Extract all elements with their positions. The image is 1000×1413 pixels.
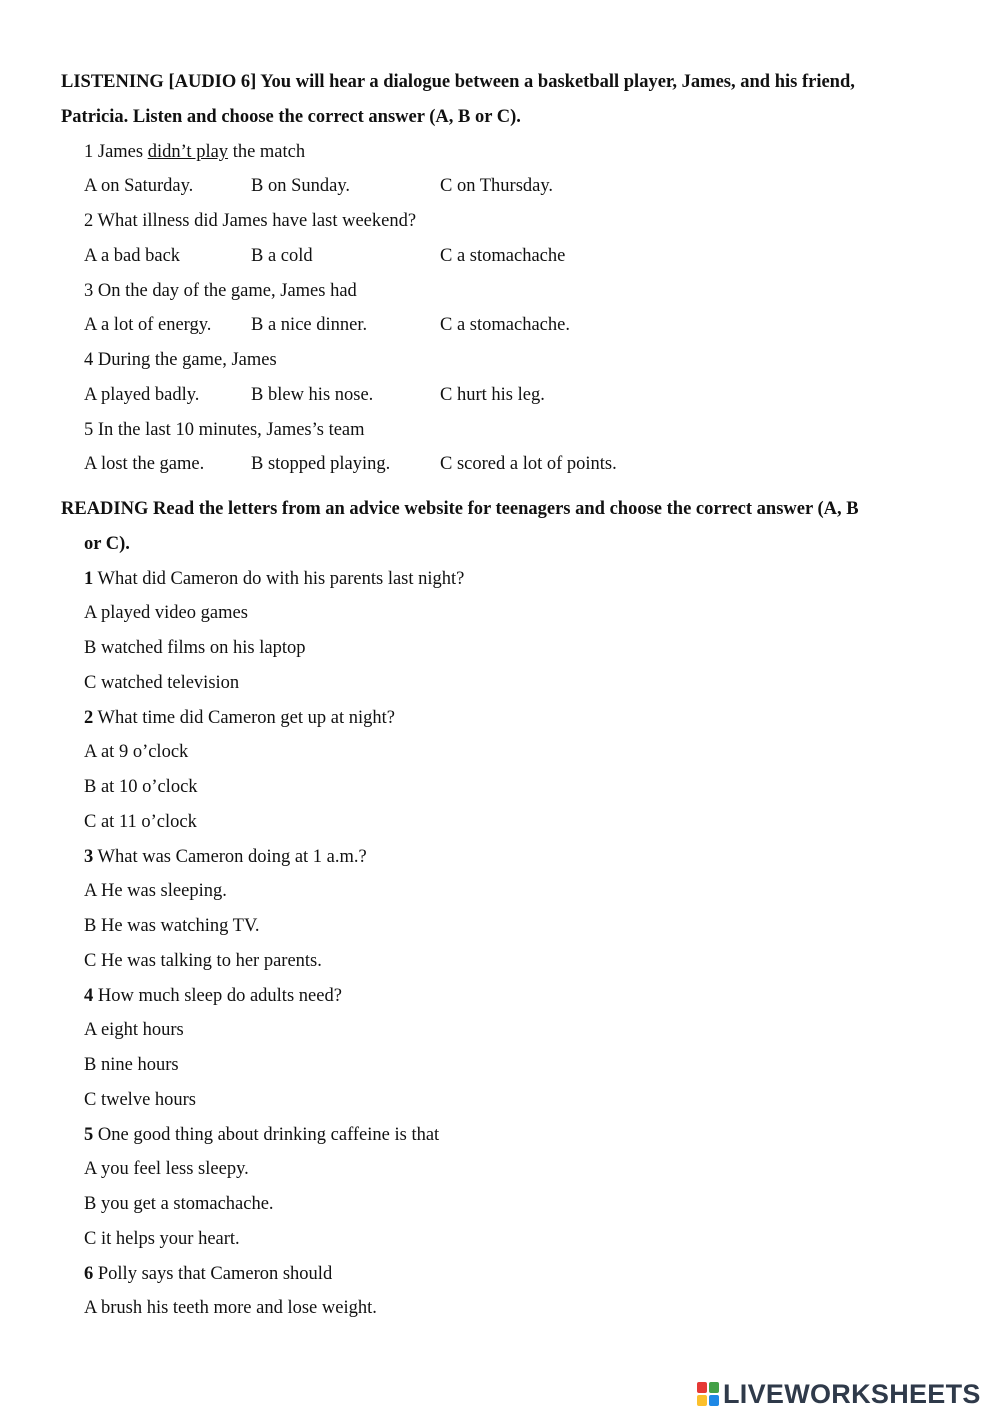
listening-heading-line2: Patricia. Listen and choose the correct answer (A, B or C). — [61, 107, 521, 127]
reading-q2-option-a[interactable]: A at 9 o’clock — [84, 742, 189, 762]
question-number: 6 — [84, 1264, 94, 1284]
reading-heading-line1: READING Read the letters from an advice website for teenagers and choose the correct answer (A, B — [61, 499, 859, 519]
listening-question-5: 5 In the last 10 minutes, James’s team — [84, 420, 365, 440]
reading-question-3 — [84, 845, 367, 869]
reading-q5-option-c[interactable]: C it helps your heart. — [84, 1229, 240, 1249]
question-number: 2 — [84, 708, 94, 728]
listening-question-2: 2 What illness did James have last weekend? — [84, 211, 417, 231]
reading-question-6 — [84, 1262, 332, 1286]
reading-q3-option-a[interactable]: A He was sleeping. — [84, 881, 227, 901]
reading-q3-option-b[interactable]: B He was watching TV. — [84, 916, 260, 936]
question-text: What was Cameron doing at 1 a.m.? — [93, 847, 367, 867]
question-number: 1 — [84, 142, 94, 162]
liveworksheets-logo — [696, 1377, 981, 1411]
listening-q5-option-a[interactable]: A lost the game. — [84, 454, 205, 474]
reading-q6-option-a[interactable]: A brush his teeth more and lose weight. — [84, 1298, 377, 1318]
reading-question-4 — [84, 984, 342, 1008]
listening-question-4: 4 During the game, James — [84, 350, 277, 370]
reading-q3-option-c[interactable]: C He was talking to her parents. — [84, 951, 322, 971]
listening-q3-option-b[interactable]: B a nice dinner. — [251, 315, 368, 335]
listening-q2-option-a[interactable]: A a bad back — [84, 246, 181, 266]
question-text-pre: James — [97, 142, 148, 162]
listening-q3-option-a[interactable]: A a lot of energy. — [84, 315, 212, 335]
question-text: What time did Cameron get up at night? — [93, 708, 396, 728]
underlined-phrase: didn’t play — [147, 142, 229, 162]
question-text: One good thing about drinking caffeine is that — [93, 1125, 440, 1145]
reading-q4-option-b[interactable]: B nine hours — [84, 1055, 179, 1075]
listening-heading-line1: LISTENING [AUDIO 6] You will hear a dialogue between a basketball player, James, and his friend, — [61, 72, 855, 92]
listening-q5-option-b[interactable]: B stopped playing. — [251, 454, 391, 474]
reading-q5-option-b[interactable]: B you get a stomachache. — [84, 1194, 274, 1214]
reading-question-2 — [84, 706, 395, 730]
reading-q1-option-a[interactable]: A played video games — [84, 603, 248, 623]
listening-q4-option-a[interactable]: A played badly. — [84, 385, 200, 405]
reading-q4-option-a[interactable]: A eight hours — [84, 1020, 184, 1040]
question-text: Polly says that Cameron should — [93, 1264, 333, 1284]
reading-q2-option-b[interactable]: B at 10 o’clock — [84, 777, 198, 797]
reading-q1-option-c[interactable]: C watched television — [84, 673, 240, 693]
question-text-post: the match — [228, 142, 306, 162]
listening-q1-option-a[interactable]: A on Saturday. — [84, 176, 194, 196]
question-number: 5 — [84, 1125, 94, 1145]
reading-q2-option-c[interactable]: C at 11 o’clock — [84, 812, 197, 832]
question-number: 4 — [84, 986, 94, 1006]
listening-q4-option-b[interactable]: B blew his nose. — [251, 385, 374, 405]
listening-q5-option-c[interactable]: C scored a lot of points. — [440, 454, 617, 474]
listening-question-3: 3 On the day of the game, James had — [84, 281, 357, 301]
listening-q3-option-c[interactable]: C a stomachache. — [440, 315, 570, 335]
reading-q4-option-c[interactable]: C twelve hours — [84, 1090, 197, 1110]
listening-q1-option-c[interactable]: C on Thursday. — [440, 176, 554, 196]
reading-question-1 — [84, 567, 464, 591]
listening-q2-option-c[interactable]: C a stomachache — [440, 246, 566, 266]
listening-q2-option-b[interactable]: B a cold — [251, 246, 313, 266]
reading-heading-line2: or C). — [84, 534, 130, 554]
question-text: How much sleep do adults need? — [93, 986, 342, 1006]
reading-q1-option-b[interactable]: B watched films on his laptop — [84, 638, 306, 658]
listening-q4-option-c[interactable]: C hurt his leg. — [440, 385, 545, 405]
question-number: 1 — [84, 569, 94, 589]
question-number: 3 — [84, 847, 94, 867]
liveworksheets-logo-icon — [696, 1381, 720, 1407]
question-text: What did Cameron do with his parents last night? — [93, 569, 465, 589]
listening-question-1 — [84, 140, 305, 164]
liveworksheets-logo-text: LIVEWORKSHEETS — [723, 1378, 981, 1409]
reading-q5-option-a[interactable]: A you feel less sleepy. — [84, 1159, 249, 1179]
listening-q1-option-b[interactable]: B on Sunday. — [251, 176, 351, 196]
reading-question-5 — [84, 1123, 439, 1147]
